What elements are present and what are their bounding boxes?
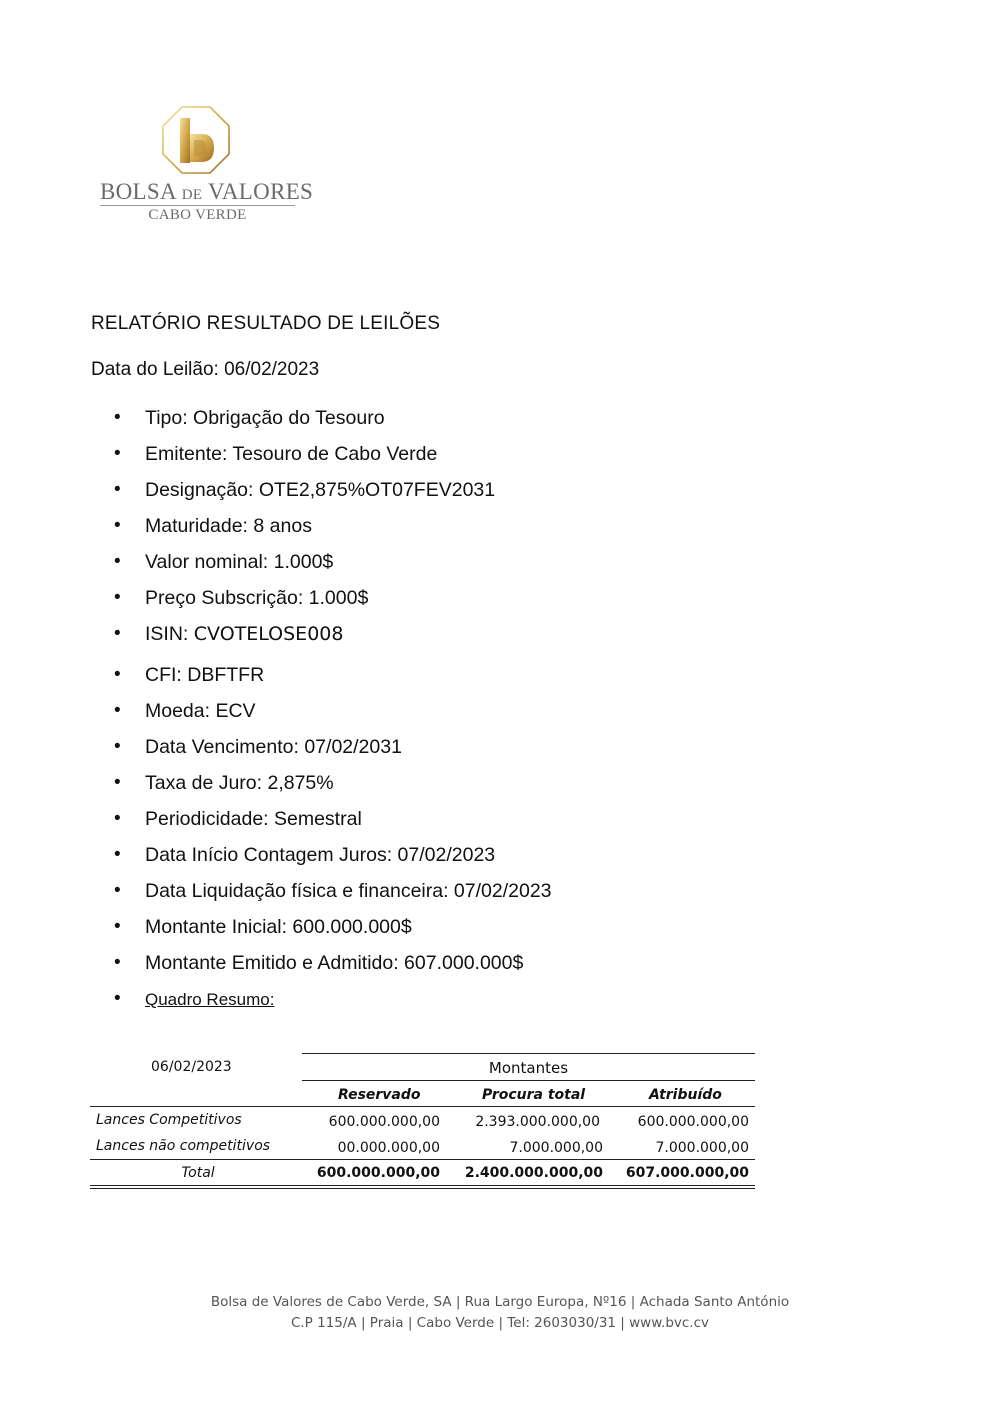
logo-divider [100, 205, 295, 206]
detail-isin [91, 621, 791, 662]
summary-date: 06/02/2023 [151, 1059, 232, 1075]
detail-interest-start-text: Data Início Contagem Juros: 07/02/2023 [145, 844, 496, 866]
detail-subscription-price [91, 585, 791, 621]
detail-expiry-date [91, 734, 791, 770]
summary-heading-text: Quadro Resumo: [145, 990, 275, 1009]
logo-emblem-icon [162, 106, 230, 174]
row-label-competitivos: Lances Competitivos [96, 1112, 242, 1128]
detail-designation [91, 477, 791, 513]
cell-competitivos-atribuido: 600.000.000,00 [637, 1114, 749, 1130]
table-bottom-rule-2 [90, 1188, 755, 1189]
page-footer [0, 1292, 1000, 1334]
cell-nao-competitivos-atribuido: 7.000.000,00 [655, 1140, 749, 1156]
table-bottom-rule-1 [90, 1185, 755, 1186]
detail-summary-heading [91, 986, 791, 1022]
detail-isin-label: ISIN: [145, 623, 194, 645]
detail-nominal-value-text: Valor nominal: 1.000$ [145, 551, 334, 573]
montantes-header: Montantes [488, 1059, 569, 1077]
header-bottom-rule [90, 1106, 755, 1107]
detail-currency [91, 698, 791, 734]
footer-line-1: Bolsa de Valores de Cabo Verde, SA | Rua Largo Europa, Nº16 | Achada Santo António [210, 1294, 790, 1310]
cell-total-reservado: 600.000.000,00 [316, 1165, 440, 1181]
col-header-atribuido: Atribuído [649, 1087, 722, 1103]
detail-settlement-date [91, 878, 791, 914]
bond-details-list [91, 405, 791, 1022]
total-top-rule [90, 1159, 755, 1160]
cell-nao-competitivos-procura: 7.000.000,00 [509, 1140, 603, 1156]
detail-settlement-date-text: Data Liquidação física e financeira: 07/02/2023 [145, 880, 552, 902]
row-label-total: Total [181, 1165, 215, 1181]
logo-word-valores: VALORES [207, 179, 314, 204]
detail-initial-amount-text: Montante Inicial: 600.000.000$ [145, 916, 412, 938]
cell-competitivos-reservado: 600.000.000,00 [328, 1114, 440, 1130]
detail-currency-text: Moeda: ECV [145, 700, 256, 722]
detail-issuer [91, 441, 791, 477]
report-title: RELATÓRIO RESULTADO DE LEILÕES [91, 313, 441, 334]
row-label-nao-competitivos: Lances não competitivos [96, 1138, 271, 1154]
detail-maturity-text: Maturidade: 8 anos [145, 515, 312, 537]
detail-issued-amount-text: Montante Emitido e Admitido: 607.000.000$ [145, 952, 524, 974]
cell-total-procura: 2.400.000.000,00 [464, 1165, 603, 1181]
detail-subscription-price-text: Preço Subscrição: 1.000$ [145, 587, 369, 609]
table-top-rule [302, 1053, 755, 1054]
footer-line-2: C.P 115/A | Praia | Cabo Verde | Tel: 2603030/31 | www.bvc.cv [290, 1315, 710, 1331]
detail-issued-amount [91, 950, 791, 986]
logo-word-bolsa: BOLSA [100, 179, 176, 204]
detail-type-text: Tipo: Obrigação do Tesouro [145, 407, 385, 429]
detail-issuer-text: Emitente: Tesouro de Cabo Verde [145, 443, 438, 465]
auction-date: Data do Leilão: 06/02/2023 [91, 359, 320, 380]
detail-type [91, 405, 791, 441]
detail-nominal-value [91, 549, 791, 585]
detail-interest-rate [91, 770, 791, 806]
detail-initial-amount [91, 914, 791, 950]
logo-word-de: DE [181, 187, 203, 203]
cell-competitivos-procura: 2.393.000.000,00 [475, 1114, 600, 1130]
bvc-logo [96, 104, 314, 228]
summary-table [90, 1050, 755, 1190]
logo-subtitle: CABO VERDE [148, 207, 247, 223]
col-header-procura-total: Procura total [482, 1087, 586, 1103]
detail-expiry-date-text: Data Vencimento: 07/02/2031 [145, 736, 402, 758]
cell-nao-competitivos-reservado: 00.000.000,00 [337, 1140, 440, 1156]
detail-interest-start [91, 842, 791, 878]
logo-wordmark [100, 179, 314, 205]
cell-total-atribuido: 607.000.000,00 [625, 1165, 749, 1181]
detail-interest-rate-text: Taxa de Juro: 2,875% [145, 772, 334, 794]
detail-cfi [91, 662, 791, 698]
detail-designation-text: Designação: OTE2,875%OT07FEV2031 [145, 479, 496, 501]
col-header-reservado: Reservado [338, 1087, 421, 1103]
detail-periodicity [91, 806, 791, 842]
detail-maturity [91, 513, 791, 549]
detail-cfi-text: CFI: DBFTFR [145, 664, 265, 686]
header-group-rule [302, 1080, 755, 1081]
detail-periodicity-text: Periodicidade: Semestral [145, 808, 362, 830]
detail-isin-value: CVOTELOSE008 [193, 623, 344, 645]
